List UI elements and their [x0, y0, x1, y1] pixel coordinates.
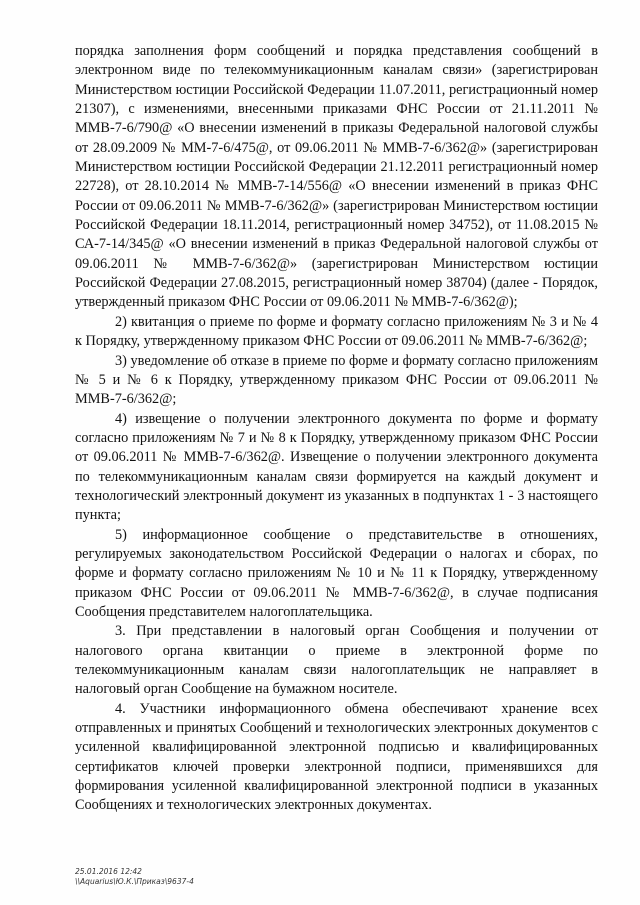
document-footer [75, 867, 375, 887]
paragraph-section-3: 3. При представлении в налоговый орган Сообщения и получении от налогового органа квитанции о приеме в электронной форме по телекоммуникационным каналам связи налогоплательщик не направляет в налоговый орган Сообщение на бумажном носителе. [75, 623, 598, 698]
paragraph-item-3: 3) уведомление об отказе в приеме по форме и формату согласно приложениям № 5 и № 6 к Порядку, утвержденному приказом ФНС России от 09.06.2011 № ММВ-7-6/362@; [75, 352, 598, 408]
footer-file-path: \\Aquarius\Ю.К.\Приказ\9637-4 [75, 877, 194, 886]
paragraph-item-4: 4) извещение о получении электронного документа по форме и формату согласно приложениям № 7 и № 8 к Порядку, утвержденному приказом ФНС России от 09.06.2011 № ММВ-7-6/362@. Извещение о получении электронного документа по телекоммуникационным каналам связи формируется на каждый документ и технологический электронный документ из указанных в подпунктах 1 - 3 настоящего пункта; [75, 410, 598, 524]
paragraph-section-4: 4. Участники информационного обмена обеспечивают хранение всех отправленных и принятых Сообщений и технологических электронных документов с усиленной квалифицированной электронной подписью и квалифицированных сертификатов ключей проверки электронной подписи, применявшихся для формирования усиленной квалифицированной электронной подписи в указанных Сообщениях и технологических электронных документах. [75, 700, 598, 814]
paragraph-item-5: 5) информационное сообщение о представительстве в отношениях, регулируемых законодательством Российской Федерации о налогах и сборах, по форме и формату согласно приложениям № 10 и № 11 к Порядку, утвержденному приказом ФНС России от 09.06.2011 № ММВ-7-6/362@, в случае подписания Сообщения представителем налогоплательщика. [75, 526, 598, 620]
document-body [75, 42, 598, 816]
footer-timestamp: 25.01.2016 12:42 [75, 867, 142, 876]
paragraph-item-2: 2) квитанция о приеме по форме и формату согласно приложениям № 3 и № 4 к Порядку, утвержденному приказом ФНС России от 09.06.2011 № ММВ-7-6/362@; [75, 313, 598, 350]
paragraph-continuation: порядка заполнения форм сообщений и порядка представления сообщений в электронном виде по телекоммуникационным каналам связи» (зарегистрирован Министерством юстиции Российской Федерации 11.07.2011, регистрационный номер 21307), с изменениями, внесенными приказами ФНС России от 21.11.2011 № ММВ-7-6/790@ «О внесении изменений в приказы Федеральной налоговой службы от 28.09.2009 № ММ-7-6/475@, от 09.06.2011 № ММВ-7-6/362@» (зарегистрирован Министерством юстиции Российской Федерации 21.12.2011 регистрационный номер 22728), от 28.10.2014 № ММВ-7-14/556@ «О внесении изменений в приказ ФНС России от 09.06.2011 № ММВ-7-6/362@» (зарегистрирован Министерством юстиции Российской Федерации 18.11.2014, регистрационный номер 34752), от 11.08.2015 № СА-7-14/345@ «О внесении изменений в приказ Федеральной налоговой службы от 09.06.2011 № ММВ-7-6/362@» (зарегистрирован Министерством юстиции Российской Федерации 27.08.2015, регистрационный номер 38704) (далее - Порядок, утвержденный приказом ФНС России от 09.06.2011 № ММВ-7-6/362@); [75, 43, 598, 311]
